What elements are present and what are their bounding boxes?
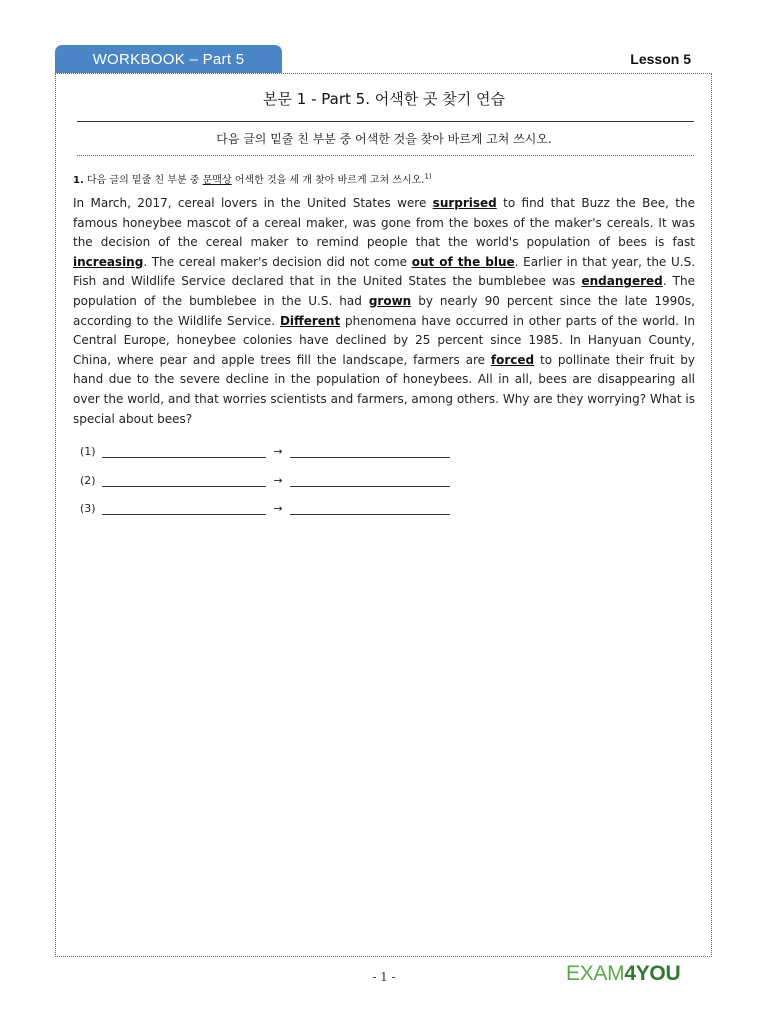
answer-label: (2): [80, 474, 96, 487]
answer-label: (3): [80, 502, 96, 515]
underlined-phrase: Different: [279, 313, 341, 328]
answer-row-1: [80, 445, 450, 458]
logo-text-4you: 4YOU: [624, 962, 681, 985]
page-title: 본문 1 - Part 5. 어색한 곳 찾기 연습: [263, 90, 505, 108]
arrow-icon: →: [273, 502, 283, 515]
underlined-phrase: out of the blue: [411, 254, 515, 269]
exam4you-logo: [566, 962, 680, 986]
passage-text: . Earlier in that year, the U.S. Fish and Wildlife Service declared that in the United States the bumblebee was: [73, 254, 696, 289]
reading-passage: [73, 194, 695, 429]
answer-correction-blank[interactable]: [290, 445, 450, 458]
answer-original-blank[interactable]: [102, 445, 266, 458]
underlined-phrase: surprised: [432, 196, 497, 210]
answer-original-blank[interactable]: [102, 502, 266, 515]
underlined-phrase: forced: [490, 352, 535, 367]
lesson-label: Lesson 5: [630, 51, 691, 67]
answer-correction-blank[interactable]: [290, 502, 450, 515]
passage-text: by nearly 90 percent since the late 1990s, according to the Wildlife Service.: [73, 293, 695, 328]
answer-original-blank[interactable]: [102, 474, 266, 487]
answer-row-2: [80, 474, 450, 487]
question-prompt: [73, 171, 432, 186]
question-text-before: 다음 글의 밑줄 친 부분 중: [86, 175, 200, 186]
question-keyword: 문맥상: [202, 175, 232, 186]
question-text-after: 어색한 것을 세 개 찾아 바르게 고쳐 쓰시오.: [234, 175, 425, 186]
passage-text: to pollinate their fruit by hand due to the severe decline in the population of honeybees. All in all, bees are disappearing all over the world, and that worries scientists and farmers, among others. Why are they worrying? What is special about bees?: [73, 352, 696, 426]
answer-correction-blank[interactable]: [290, 474, 450, 487]
subtitle-divider: [77, 155, 694, 156]
passage-text: In March, 2017, cereal lovers in the United States were: [73, 196, 433, 210]
page-number: - 1 -: [372, 970, 396, 984]
workbook-tab: WORKBOOK – Part 5: [55, 45, 282, 73]
passage-text: . The cereal maker's decision did not come: [143, 254, 412, 269]
underlined-phrase: endangered: [581, 274, 663, 289]
logo-text-exam: EXAM: [566, 962, 625, 985]
answer-label: (1): [80, 445, 96, 458]
question-number: 1.: [73, 175, 84, 186]
instruction-subtitle: 다음 글의 밑줄 친 부분 중 어색한 것을 찾아 바르게 고쳐 쓰시오.: [216, 132, 552, 146]
answer-row-3: [80, 502, 450, 515]
arrow-icon: →: [273, 474, 283, 487]
title-divider: [77, 121, 694, 122]
passage-text: to find that Buzz the Bee, the famous honeybee mascot of a cereal maker, was gone from the boxes of the maker's cereals. It was the decision of the cereal maker to remind people that the world's population of bees is fast: [73, 196, 695, 250]
passage-text: phenomena have occurred in other parts of the world. In Central Europe, honeybee colonies have declined by 25 percent since 1985. In Hanyuan County, China, where pear and apple trees fill the landscape, farmers are: [73, 313, 695, 367]
footnote-marker: 1): [424, 172, 432, 181]
passage-text: . The population of the bumblebee in the U.S. had: [73, 274, 695, 308]
underlined-phrase: increasing: [73, 254, 144, 269]
underlined-phrase: grown: [368, 293, 412, 308]
arrow-icon: →: [273, 445, 283, 458]
